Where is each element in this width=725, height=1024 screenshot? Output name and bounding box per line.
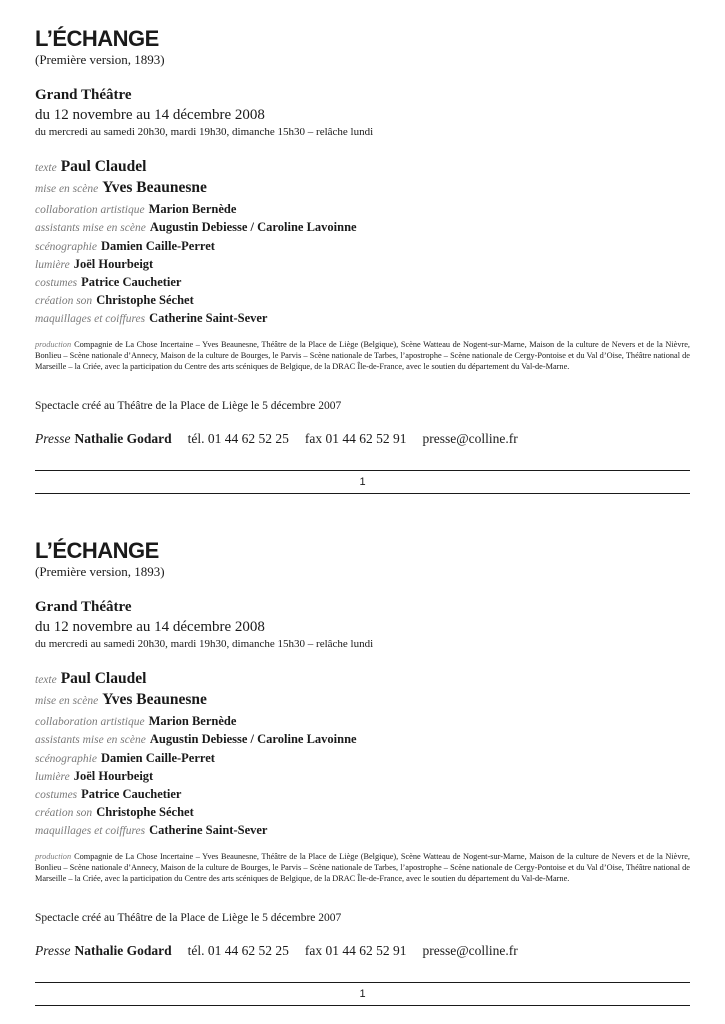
credit-name: Catherine Saint-Sever [149, 311, 268, 325]
page-number: 1 [359, 988, 366, 1000]
credit-texte [35, 158, 146, 176]
production-label: production [35, 340, 72, 349]
credit-collaboration [35, 712, 236, 730]
credit-maquillages [35, 309, 267, 327]
page-top [35, 0, 690, 512]
press-fax: fax 01 44 62 52 91 [304, 943, 407, 958]
play-title: L’ÉCHANGE [35, 538, 159, 563]
press-contact [35, 943, 518, 959]
production-notice [35, 851, 690, 885]
press-tel: tél. 01 44 62 52 25 [187, 943, 289, 958]
credit-maquillages [35, 821, 267, 839]
show-hours: du mercredi au samedi 20h30, mardi 19h30, dimanche 15h30 – relâche lundi [35, 638, 374, 650]
credit-name: Christophe Séchet [96, 293, 194, 307]
credit-role: mise en scène [35, 183, 99, 195]
venue: Grand Théâtre [35, 599, 132, 615]
credit-role: assistants mise en scène [35, 734, 146, 746]
credit-name: Damien Caille-Perret [100, 239, 215, 253]
show-hours: du mercredi au samedi 20h30, mardi 19h30, dimanche 15h30 – relâche lundi [35, 126, 374, 138]
play-subtitle: (Première version, 1893) [35, 52, 165, 67]
credit-lumiere [35, 767, 153, 785]
run-dates: du 12 novembre au 14 décembre 2008 [35, 107, 265, 123]
production-text: Compagnie de La Chose Incertaine – Yves Beaunesne, Théâtre de la Place de Liège (Belgique), Scène Watteau de Nogent-sur-Marne, Maison de la culture de Nevers et de la Nièvre, Bonlieu – Scène nationale d’Annecy, Maison de la culture de Bourges, le Parvis – Scène nationale de Tarbes, l’apostrophe – Scène nationale de Cergy-Pontoise et du Val d’Oise, Théâtre national de Marseille – la Criée, avec la participation du Centre des arts scéniques de Belgique, de la DRAC Île-de-France, avec le soutien du département du Val-de-Marne. [35, 340, 690, 372]
footer-rule-top [35, 982, 690, 983]
credit-mise-en-scene [35, 691, 207, 709]
credit-son [35, 291, 194, 309]
credit-lumiere [35, 255, 153, 273]
credit-name: Damien Caille-Perret [100, 751, 215, 765]
credit-role: costumes [35, 277, 78, 289]
credit-name: Paul Claudel [60, 670, 147, 687]
credit-costumes [35, 273, 181, 291]
press-name: Nathalie Godard [74, 431, 172, 446]
press-email[interactable]: presse@colline.fr [422, 943, 518, 958]
venue: Grand Théâtre [35, 87, 132, 103]
credit-son [35, 803, 194, 821]
page-number: 1 [359, 476, 366, 488]
credit-role: mise en scène [35, 695, 99, 707]
credit-name: Joël Hourbeigt [73, 769, 154, 783]
credit-role: scénographie [35, 753, 97, 765]
credit-assistants [35, 730, 357, 748]
credit-name: Marion Bernède [148, 714, 237, 728]
premiere-note: Spectacle créé au Théâtre de la Place de Liège le 5 décembre 2007 [35, 400, 342, 412]
credit-name: Patrice Cauchetier [81, 787, 182, 801]
footer-rule-bottom [35, 493, 690, 494]
credit-role: maquillages et coiffures [35, 825, 146, 837]
press-label: Presse [35, 431, 71, 446]
production-notice [35, 339, 690, 373]
credit-role: collaboration artistique [35, 716, 145, 728]
run-dates: du 12 novembre au 14 décembre 2008 [35, 619, 265, 635]
credit-role: costumes [35, 789, 78, 801]
play-subtitle: (Première version, 1893) [35, 564, 165, 579]
credit-role: création son [35, 295, 93, 307]
press-tel: tél. 01 44 62 52 25 [187, 431, 289, 446]
credit-name: Augustin Debiesse / Caroline Lavoinne [149, 220, 357, 234]
press-name: Nathalie Godard [74, 943, 172, 958]
credit-name: Christophe Séchet [96, 805, 194, 819]
premiere-note: Spectacle créé au Théâtre de la Place de Liège le 5 décembre 2007 [35, 912, 342, 924]
credit-name: Patrice Cauchetier [81, 275, 182, 289]
credit-role: assistants mise en scène [35, 222, 146, 234]
credit-name: Marion Bernède [148, 202, 237, 216]
credit-name: Augustin Debiesse / Caroline Lavoinne [149, 732, 357, 746]
credit-role: lumière [35, 259, 70, 271]
credit-role: lumière [35, 771, 70, 783]
credit-name: Yves Beaunesne [102, 179, 207, 196]
credit-assistants [35, 218, 357, 236]
footer-rule-bottom [35, 1005, 690, 1006]
credit-name: Paul Claudel [60, 158, 147, 175]
page-bottom [35, 512, 690, 1024]
production-text: Compagnie de La Chose Incertaine – Yves Beaunesne, Théâtre de la Place de Liège (Belgique), Scène Watteau de Nogent-sur-Marne, Maison de la culture de Nevers et de la Nièvre, Bonlieu – Scène nationale d’Annecy, Maison de la culture de Bourges, le Parvis – Scène nationale de Tarbes, l’apostrophe – Scène nationale de Cergy-Pontoise et du Val d’Oise, Théâtre national de Marseille – la Criée, avec la participation du Centre des arts scéniques de Belgique, de la DRAC Île-de-France, avec le soutien du département du Val-de-Marne. [35, 852, 690, 884]
press-email[interactable]: presse@colline.fr [422, 431, 518, 446]
play-title: L’ÉCHANGE [35, 26, 159, 51]
credit-role: texte [35, 162, 57, 174]
footer-rule-top [35, 470, 690, 471]
credit-name: Catherine Saint-Sever [149, 823, 268, 837]
credit-scenographie [35, 237, 215, 255]
credit-role: collaboration artistique [35, 204, 145, 216]
credit-name: Joël Hourbeigt [73, 257, 154, 271]
press-fax: fax 01 44 62 52 91 [304, 431, 407, 446]
production-label: production [35, 852, 72, 861]
credit-role: scénographie [35, 241, 97, 253]
credit-costumes [35, 785, 181, 803]
press-label: Presse [35, 943, 71, 958]
press-contact [35, 431, 518, 447]
credit-scenographie [35, 749, 215, 767]
credit-texte [35, 670, 146, 688]
credit-collaboration [35, 200, 236, 218]
credit-name: Yves Beaunesne [102, 691, 207, 708]
credit-role: texte [35, 674, 57, 686]
credit-role: création son [35, 807, 93, 819]
credit-mise-en-scene [35, 179, 207, 197]
credit-role: maquillages et coiffures [35, 313, 146, 325]
